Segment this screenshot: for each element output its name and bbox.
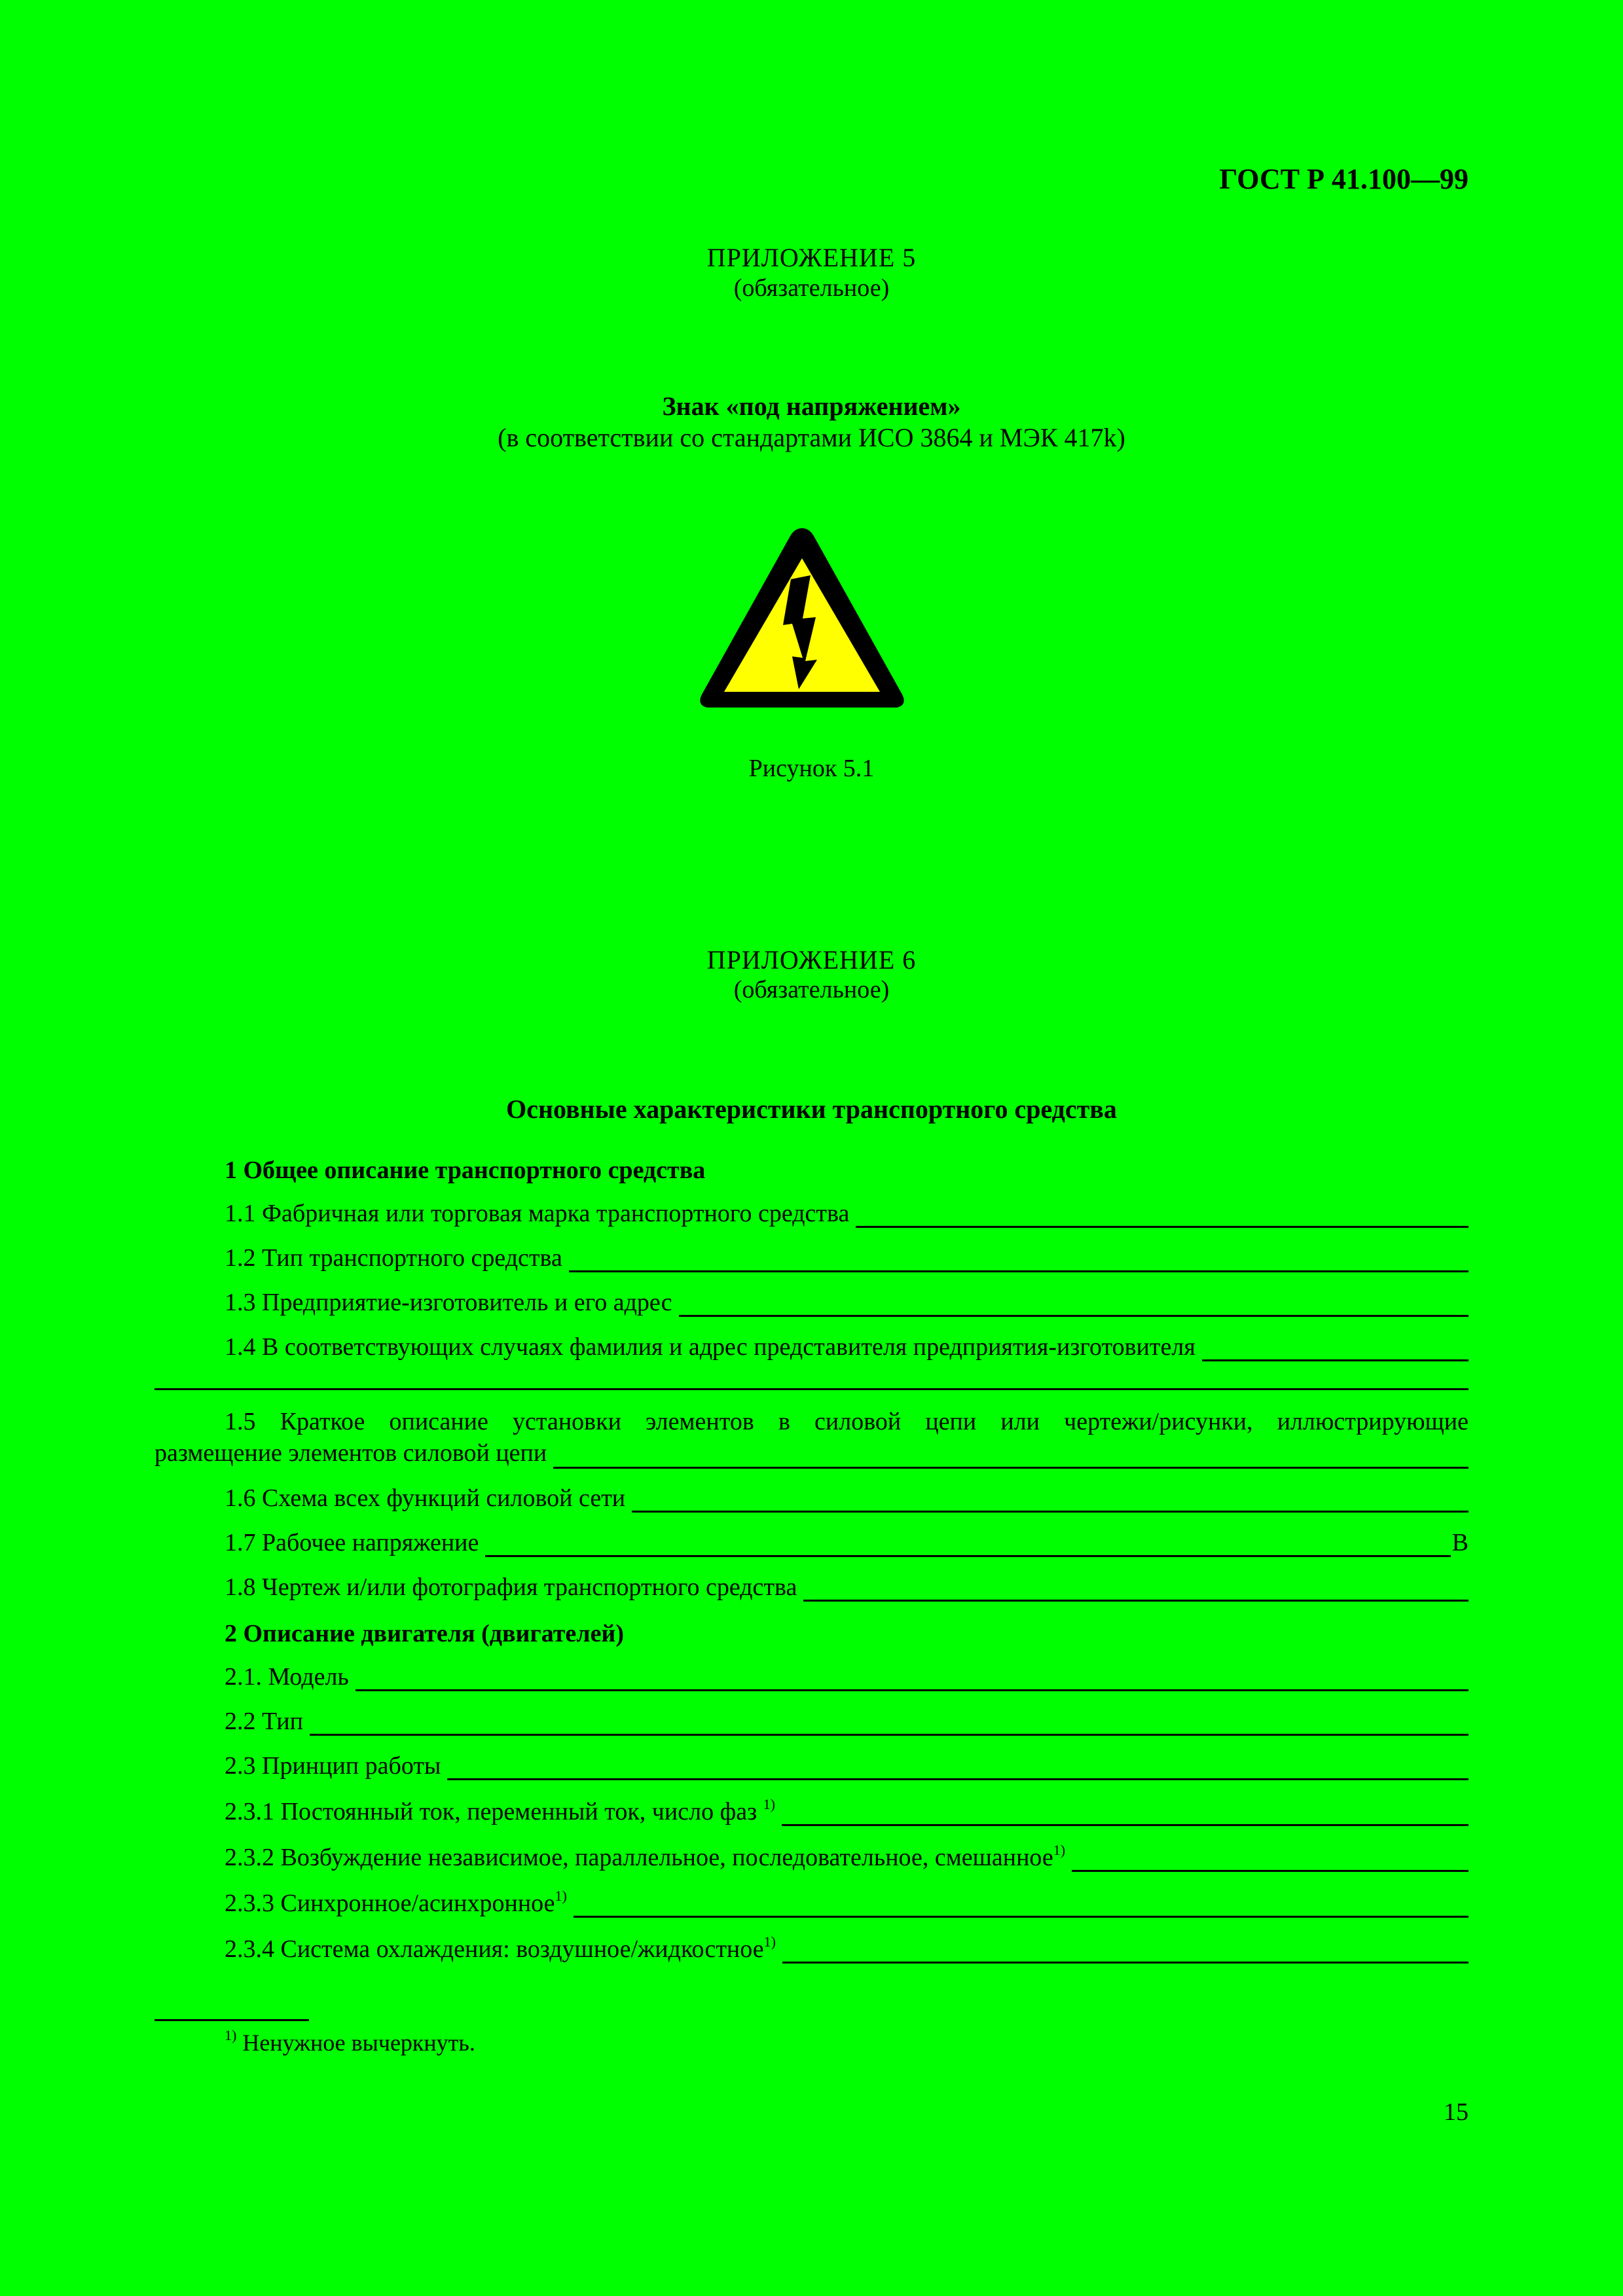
field-2-3-3-footnote-mark: 1) [555,1888,567,1904]
field-1-8-label: 1.8 Чертеж и/или фотография транспортного средства [225,1573,797,1601]
field-2-3-3-blank[interactable] [574,1893,1468,1918]
field-2-3-2-footnote-mark: 1) [1053,1842,1066,1858]
field-1-5[interactable] [155,1406,1468,1469]
field-2-3-2-blank[interactable] [1072,1848,1468,1872]
field-1-5-label-line-1: 1.5 Краткое описание установки элементов в силовой цепи или чертежи/рисунки, иллюстрирующие [225,1408,1468,1435]
field-2-3-4[interactable] [225,1932,1468,1964]
field-2-3-2[interactable] [225,1840,1468,1872]
field-1-6-label: 1.6 Схема всех функций силовой сети [225,1484,626,1512]
field-2-3-3[interactable] [225,1886,1468,1918]
sign-title: Знак «под напряжением» [662,391,961,421]
field-1-5-blank[interactable] [553,1444,1468,1469]
field-2-3-1-footnote-mark: 1) [763,1796,775,1812]
field-1-2-label: 1.2 Тип транспортного средства [225,1244,562,1272]
field-1-7-blank[interactable] [485,1533,1450,1557]
field-1-6[interactable] [225,1481,1468,1513]
appendix-6-title: ПРИЛОЖЕНИЕ 6 [706,945,917,975]
field-2-3-label: 2.3 Принцип работы [225,1752,441,1780]
footnote [225,2029,475,2056]
field-2-2-label: 2.2 Тип [225,1708,303,1735]
field-1-5-label-line-2: размещение элементов силовой цепи [155,1439,547,1467]
field-1-4-continuation-blank[interactable] [155,1388,1468,1390]
field-1-3[interactable] [225,1285,1468,1317]
field-1-2-blank[interactable] [569,1248,1468,1272]
field-1-4-blank[interactable] [1202,1337,1468,1361]
appendix-6-status: (обязательное) [733,976,890,1003]
field-1-1-blank[interactable] [856,1204,1468,1228]
field-1-1-label: 1.1 Фабричная или торговая марка транспортного средства [225,1200,850,1227]
field-2-3-1-label: 2.3.1 Постоянный ток, переменный ток, число фаз [225,1798,763,1825]
field-2-3[interactable] [225,1749,1468,1780]
section-2-heading: 2 Описание двигателя (двигателей) [225,1620,624,1647]
field-1-7-unit: В [1451,1529,1468,1556]
field-1-8-blank[interactable] [803,1577,1468,1602]
field-1-7-label: 1.7 Рабочее напряжение [225,1529,479,1556]
high-voltage-warning-icon [694,520,910,723]
footnote-mark: 1) [225,2027,237,2043]
field-2-3-1-blank[interactable] [782,1802,1468,1826]
field-2-1[interactable] [225,1660,1468,1691]
footnote-divider [155,2019,309,2021]
field-2-3-4-blank[interactable] [782,1939,1468,1964]
field-1-4[interactable] [225,1330,1468,1361]
footnote-text: Ненужное вычеркнуть. [236,2030,475,2056]
field-2-2-blank[interactable] [310,1712,1468,1736]
field-1-4-label: 1.4 В соответствующих случаях фамилия и адрес представителя предприятия-изготовителя [225,1333,1195,1361]
page-number: 15 [1444,2098,1468,2126]
field-2-2[interactable] [225,1704,1468,1736]
field-1-3-blank[interactable] [679,1293,1468,1317]
field-2-1-label: 2.1. Модель [225,1663,349,1691]
field-1-2[interactable] [225,1241,1468,1272]
field-2-3-4-label: 2.3.4 Система охлаждения: воздушное/жидкостное [225,1935,764,1963]
field-1-7[interactable] [225,1526,1468,1557]
appendix-5-title: ПРИЛОЖЕНИЕ 5 [706,243,917,272]
appendix-6-heading: Основные характеристики транспортного средства [506,1094,1117,1124]
field-2-3-3-label: 2.3.3 Синхронное/асинхронное [225,1890,555,1917]
document-code: ГОСТ Р 41.100—99 [1219,163,1468,195]
field-2-1-blank[interactable] [356,1667,1468,1691]
sign-subtitle: (в соответствии со стандартами ИСО 3864 и МЭК 417k) [498,423,1125,452]
field-2-3-4-footnote-mark: 1) [763,1933,776,1950]
field-1-1[interactable] [225,1196,1468,1228]
field-2-3-blank[interactable] [447,1756,1468,1780]
field-1-8[interactable] [225,1570,1468,1602]
appendix-5-status: (обязательное) [733,274,890,302]
field-2-3-1[interactable] [225,1795,1468,1826]
field-1-3-label: 1.3 Предприятие-изготовитель и его адрес [225,1289,672,1316]
section-1-heading: 1 Общее описание транспортного средства [225,1157,706,1184]
field-2-3-2-label: 2.3.2 Возбуждение независимое, параллельное, последовательное, смешанное [225,1844,1053,1871]
figure-caption: Рисунок 5.1 [748,755,875,782]
field-1-6-blank[interactable] [632,1488,1468,1513]
